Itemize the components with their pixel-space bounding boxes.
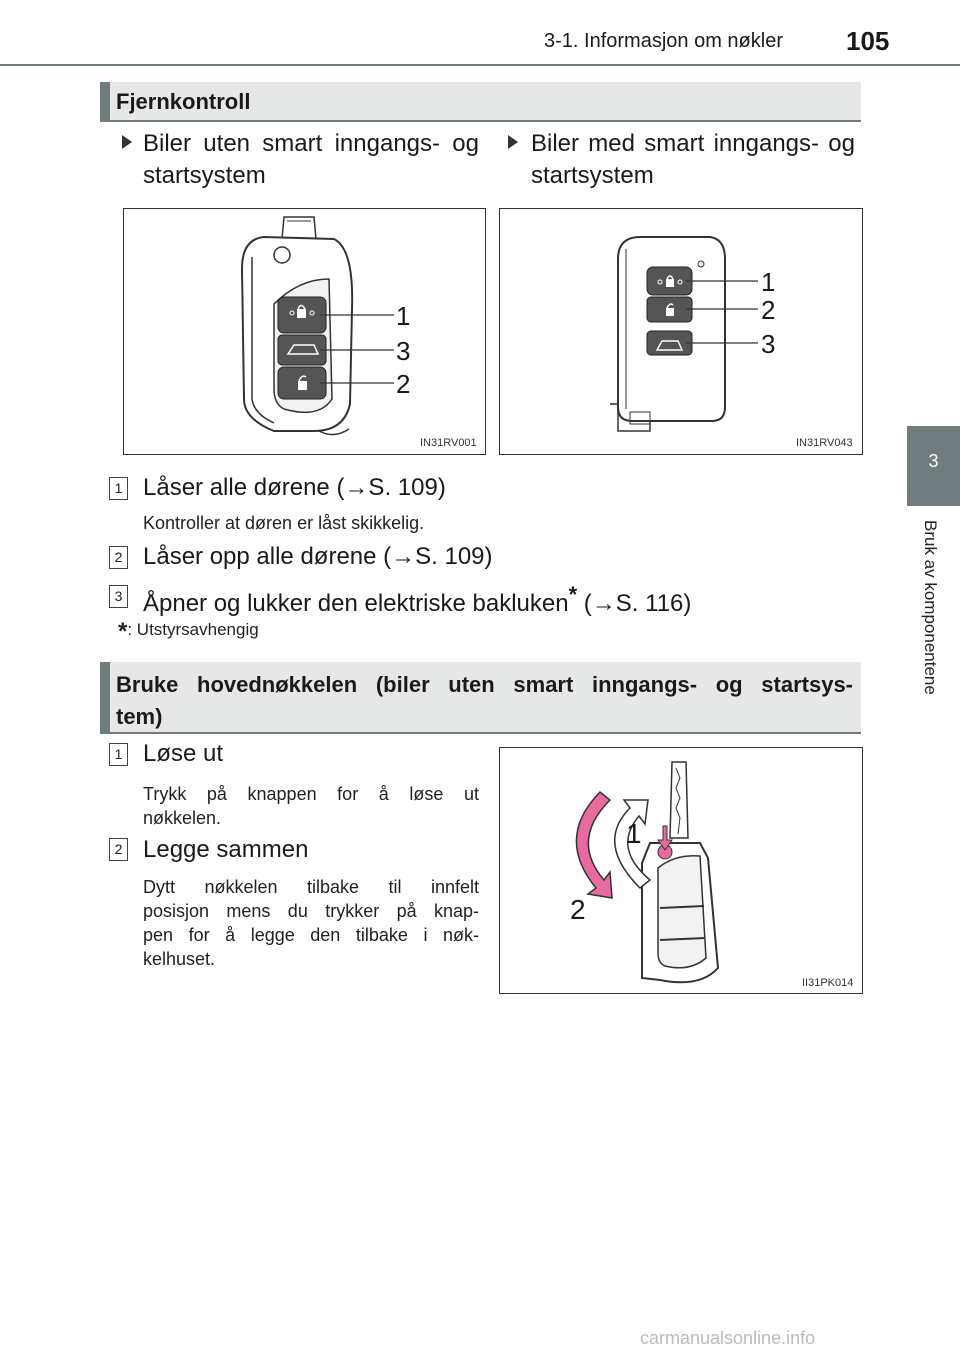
smart-key-illustration xyxy=(500,209,862,454)
callout-number: 3 xyxy=(761,329,776,359)
callout-number: 1 xyxy=(761,267,776,297)
callout-number: 2 xyxy=(570,894,586,925)
column-heading-right-1: Biler med smart inngangs- og xyxy=(531,130,855,157)
bullet-triangle xyxy=(122,135,132,149)
callout-number: 1 xyxy=(626,818,642,849)
asterisk-mark: * xyxy=(568,582,578,607)
bullet-triangle xyxy=(508,135,518,149)
item-number: 3 xyxy=(109,585,128,608)
footnote xyxy=(118,618,259,646)
item-text xyxy=(143,582,691,618)
item-text-ref: (→S. 116) xyxy=(577,590,692,617)
item-number: 1 xyxy=(109,477,128,500)
section-title-remote: Fjernkontroll xyxy=(116,89,251,114)
column-heading-left-2: startsystem xyxy=(143,162,266,189)
chapter-tab-number: 3 xyxy=(907,426,960,506)
item-subtext: Kontroller at døren er låst skikkelig. xyxy=(143,513,425,533)
item-desc-line: Trykk på knappen for å løse ut xyxy=(143,784,479,804)
item-number: 2 xyxy=(109,546,128,569)
callout-number: 2 xyxy=(761,295,776,325)
flip-key-illustration xyxy=(124,209,485,454)
item-desc-line: pen for å legge den tilbake i nøk- xyxy=(143,925,479,945)
figure-master-key xyxy=(499,747,863,994)
item-text: Låser alle dørene (→S. 109) xyxy=(143,474,446,501)
figure-smart-key xyxy=(499,208,863,455)
item-text: Låser opp alle dørene (→S. 109) xyxy=(143,543,493,570)
section-heading: 3-1. Informasjon om nøkler xyxy=(544,30,783,52)
master-key-illustration xyxy=(500,748,862,993)
item-desc-line: Dytt nøkkelen tilbake til innfelt xyxy=(143,877,479,897)
item-text: Løse ut xyxy=(143,740,224,767)
item-desc-line: kelhuset. xyxy=(143,949,216,969)
column-heading-right-2: startsystem xyxy=(531,162,654,189)
item-desc-line: nøkkelen. xyxy=(143,808,222,828)
page-number: 105 xyxy=(846,26,890,56)
footnote-text: : Utstyrsavhengig xyxy=(127,620,259,639)
item-number: 1 xyxy=(109,743,128,766)
figure-code: IN31RV001 xyxy=(420,437,477,449)
figure-code: II31PK014 xyxy=(802,977,854,989)
header-rule xyxy=(0,64,960,66)
figure-flip-key xyxy=(123,208,486,455)
callout-number: 1 xyxy=(396,301,411,331)
callout-number: 2 xyxy=(396,369,411,399)
footnote-mark: * xyxy=(118,618,128,645)
item-text: Legge sammen xyxy=(143,836,309,863)
column-heading-left-1: Biler uten smart inngangs- og xyxy=(143,130,479,157)
section-title-master-key-2: tem) xyxy=(116,704,163,729)
callout-number: 3 xyxy=(396,336,411,366)
item-text-main: Åpner og lukker den elektriske bakluken xyxy=(143,590,569,617)
figure-code: IN31RV043 xyxy=(796,437,853,449)
item-number: 2 xyxy=(109,838,128,861)
item-desc-line: posisjon mens du trykker på knap- xyxy=(143,901,479,921)
chapter-tab-title: Bruk av komponentene xyxy=(921,520,940,695)
watermark: carmanualsonline.info xyxy=(640,1328,816,1348)
section-title-master-key-1: Bruke hovednøkkelen (biler uten smart inngangs- og startsys- xyxy=(116,672,853,697)
